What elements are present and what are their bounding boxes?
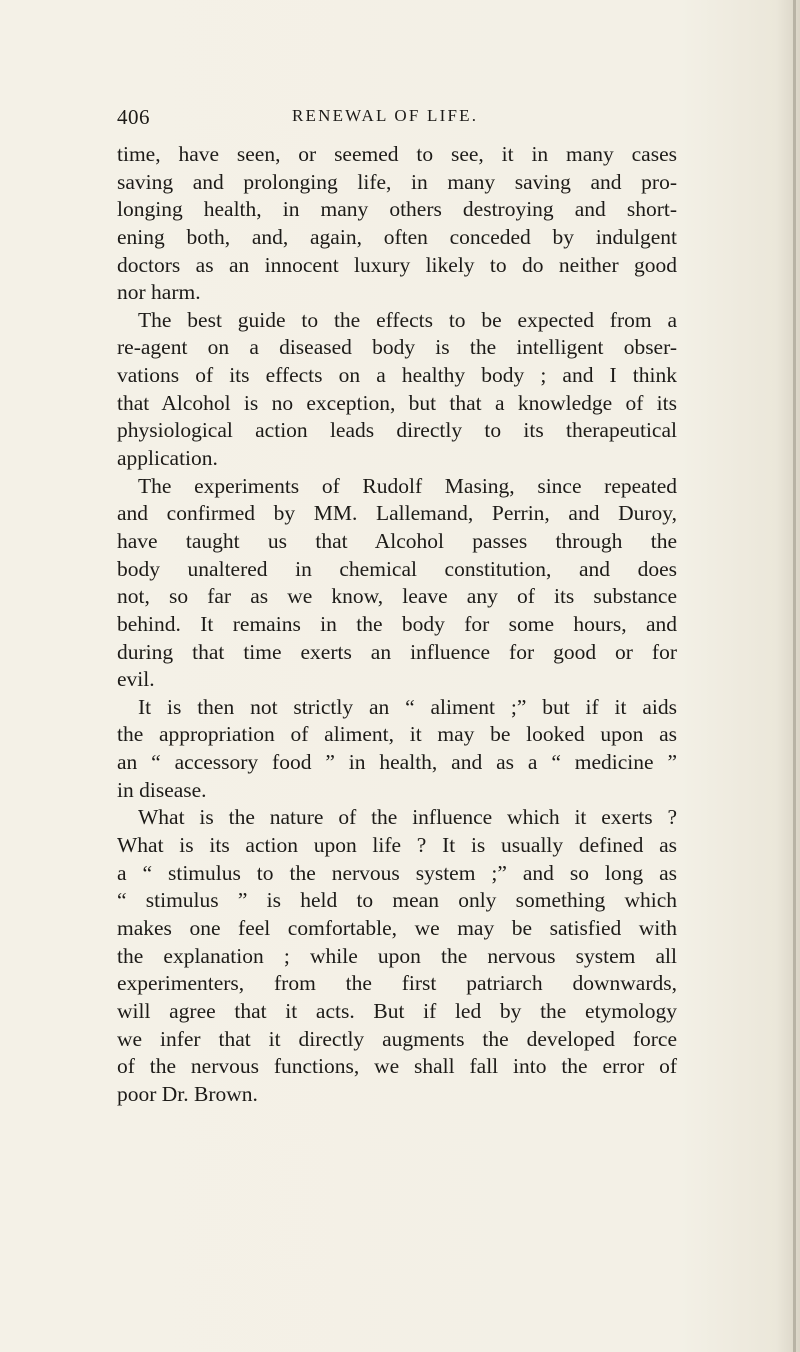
text-line: the explanation ; while upon the nervous system all (117, 943, 677, 968)
text-line: an “ accessory food ” in health, and as a “ medicine ” (117, 750, 677, 775)
text-line: and confirmed by MM. Lallemand, Perrin, and Duroy, (117, 501, 677, 526)
text-line: experimenters, from the first patriarch downwards, (117, 971, 677, 996)
text-line: It is then not strictly an “ aliment ;” but if it aids (138, 694, 677, 719)
running-title: RENEWAL OF LIFE. (292, 106, 479, 125)
page-edge-shadow (793, 0, 796, 1352)
text-line: What is the nature of the influence which it exerts ? (138, 805, 677, 830)
text-line: we infer that it directly augments the developed force (117, 1026, 677, 1051)
text-line: time, have seen, or seemed to see, it in many cases (117, 142, 677, 166)
text-line: evil. (117, 667, 155, 692)
text-line: will agree that it acts. But if led by the etymology (117, 998, 677, 1023)
text-line: re-agent on a diseased body is the intelligent obser- (117, 335, 677, 360)
text-line: The best guide to the effects to be expected from a (138, 307, 677, 332)
text-line: during that time exerts an influence for good or for (117, 639, 677, 664)
text-line: of the nervous functions, we shall fall into the error of (117, 1054, 677, 1079)
text-line: physiological action leads directly to its therapeutical (117, 418, 677, 443)
body-text (117, 141, 677, 1108)
text-line: in disease. (117, 777, 207, 802)
text-line: the appropriation of aliment, it may be looked upon as (117, 722, 677, 747)
running-head (117, 105, 677, 135)
text-line: not, so far as we know, leave any of its substance (117, 584, 677, 609)
text-line: longing health, in many others destroying and short- (117, 197, 677, 222)
page-number: 406 (117, 105, 150, 129)
text-line: have taught us that Alcohol passes through the (117, 528, 677, 553)
text-line: makes one feel comfortable, we may be satisfied with (117, 915, 677, 940)
text-line: nor harm. (117, 280, 201, 305)
text-line: that Alcohol is no exception, but that a knowledge of its (117, 390, 677, 415)
text-line: vations of its effects on a healthy body ; and I think (117, 363, 677, 388)
text-line: “ stimulus ” is held to mean only something which (117, 888, 677, 913)
text-line: doctors as an innocent luxury likely to do neither good (117, 252, 677, 277)
text-line: saving and prolonging life, in many saving and pro- (117, 169, 677, 194)
text-line: body unaltered in chemical constitution, and does (117, 556, 677, 581)
text-line: application. (117, 446, 218, 471)
text-line: What is its action upon life ? It is usually defined as (117, 833, 677, 858)
text-line: behind. It remains in the body for some hours, and (117, 611, 677, 636)
text-line: ening both, and, again, often conceded by indulgent (117, 224, 677, 249)
text-line: a “ stimulus to the nervous system ;” and so long as (117, 860, 677, 885)
text-line: poor Dr. Brown. (117, 1081, 258, 1106)
text-line: The experiments of Rudolf Masing, since repeated (138, 473, 677, 498)
